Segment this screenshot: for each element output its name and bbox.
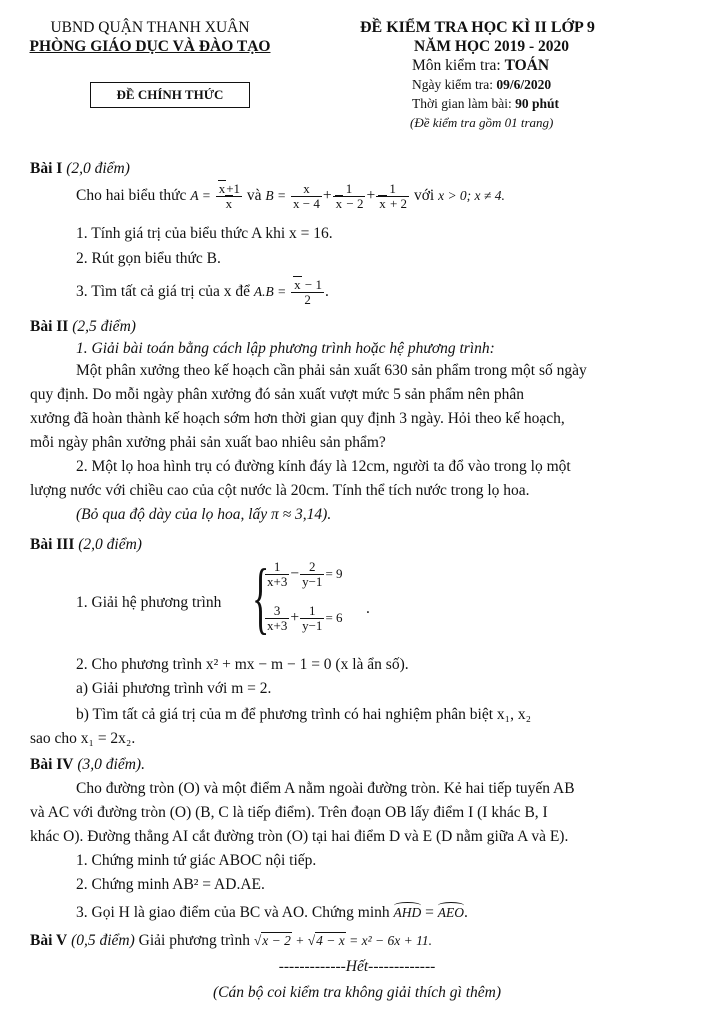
end-marker: -------------Hết------------- xyxy=(278,958,436,975)
subject-line: Môn kiểm tra: TOÁN xyxy=(412,57,550,74)
bai3-q2: 2. Cho phương trình x² + mx − m − 1 = 0 (x là ẩn số). xyxy=(76,656,409,673)
bai2-q2-line1: 2. Một lọ hoa hình trụ có đường kính đáy là 12cm, người ta đổ vào trong lọ một xyxy=(76,458,571,475)
equation-system xyxy=(252,554,362,644)
bai2-q1-title: 1. Giải bài toán bằng cách lập phương trình hoặc hệ phương trình: xyxy=(76,340,495,357)
bai4-q1: 1. Chứng minh tứ giác ABOC nội tiếp. xyxy=(76,852,317,869)
bai3-qb-line2: sao cho x₁ = 2x₂. xyxy=(30,730,136,747)
bai1-q2: 2. Rút gọn biểu thức B. xyxy=(76,250,221,267)
bai1-intro: Cho hai biểu thức A = $\frac{x+1}{x}$ và B = $\frac{x}{x - 4}$ + $\frac{1}{x - 2}$ + $\frac{1}{x + 2}$ với x > 0; x ≠ 4. xyxy=(76,181,505,211)
time-line: Thời gian làm bài: 90 phút xyxy=(412,96,560,111)
pages-note: (Đề kiểm tra gồm 01 trang) xyxy=(410,115,554,130)
bai4-heading: Bài IV (3,0 điểm). xyxy=(30,756,145,773)
bai2-q1-line3: xưởng đã hoàn thành kế hoạch sớm hơn thời gian quy định 3 ngày. Hỏi theo kế hoạch, xyxy=(30,410,565,427)
bai4-q3: 3. Gọi H là giao điểm của BC và AO. Chứng minh AHD = AEO. xyxy=(76,904,468,921)
exam-title: ĐỀ KIỂM TRA HỌC KÌ II LỚP 9 xyxy=(360,19,595,36)
system-equation-1: $\frac{1}{x+3}$ − $\frac{2}{y-1}$ = 9 xyxy=(267,559,343,589)
bai2-q1-line4: mỗi ngày phân xưởng phải sản xuất bao nhiêu sản phẩm? xyxy=(30,434,386,451)
bai1-heading: Bài I (2,0 điểm) xyxy=(30,160,130,177)
bai4-q2: 2. Chứng minh AB² = AD.AE. xyxy=(76,876,265,893)
system-equation-2: $\frac{3}{x+3}$ + $\frac{1}{y-1}$ = 6 xyxy=(267,603,343,633)
bai2-q1-line1: Một phân xưởng theo kế hoạch cần phải sản xuất 630 sản phẩm trong một số ngày xyxy=(76,362,587,379)
bai1-q3: 3. Tìm tất cả giá trị của x để A.B = $\frac{x - 1}{2}$ . xyxy=(76,277,329,307)
bai2-heading: Bài II (2,5 điểm) xyxy=(30,318,136,335)
bai5-equation: √x − 2 + √4 − x = x² − 6x + 11. xyxy=(253,933,432,948)
date-line: Ngày kiểm tra: 09/6/2020 xyxy=(412,77,552,92)
header-right xyxy=(360,18,660,132)
district-name: UBND QUẬN THANH XUÂN xyxy=(50,19,250,36)
fraction-b1: $\frac{x}{x - 4}$ xyxy=(293,181,320,211)
bai2-q2-note: (Bỏ qua độ dày của lọ hoa, lấy π ≈ 3,14). xyxy=(76,506,332,523)
header-left xyxy=(20,18,280,56)
official-exam-box: ĐỀ CHÍNH THỨC xyxy=(90,82,250,108)
fraction-ab: $\frac{x - 1}{2}$ xyxy=(291,278,324,307)
angle-ahd: AHD xyxy=(393,905,422,920)
bai3-q1: 1. Giải hệ phương trình xyxy=(76,594,222,611)
bai3-qb-line1: b) Tìm tất cả giá trị của m để phương trình có hai nghiệm phân biệt x₁, x₂ xyxy=(76,706,531,723)
fraction-b3: $\frac{1}{x + 2}$ xyxy=(376,182,409,211)
bai3-heading: Bài III (2,0 điểm) xyxy=(30,536,142,553)
bai2-q1-line2: quy định. Do mỗi ngày phân xưởng đó sản xuất vượt mức 5 sản phẩm nên phân xyxy=(30,386,525,403)
bai1-q1: 1. Tính giá trị của biểu thức A khi x = 16. xyxy=(76,225,333,242)
bai4-line3: khác O). Đường thẳng AI cắt đường tròn (O) tại hai điểm D và E (D nằm giữa A và E). xyxy=(30,828,569,845)
school-year: NĂM HỌC 2019 - 2020 xyxy=(414,38,569,55)
fraction-b2: $\frac{1}{x - 2}$ xyxy=(333,182,366,211)
fraction-a: $\frac{x+1}{x}$ xyxy=(216,182,242,211)
bai5-line: Bài V (0,5 điểm) Giải phương trình √x − 2 + √4 − x = x² − 6x + 11. xyxy=(30,932,432,949)
system-period: . xyxy=(366,600,370,617)
department-name: PHÒNG GIÁO DỤC VÀ ĐÀO TẠO xyxy=(29,38,271,55)
footer-note: (Cán bộ coi kiểm tra không giải thích gì thêm) xyxy=(213,984,501,1001)
angle-aeo: AEO xyxy=(437,905,465,920)
bai2-q2-line2: lượng nước với chiều cao của cột nước là 20cm. Tính thể tích nước trong lọ hoa. xyxy=(30,482,530,499)
bai4-line1: Cho đường tròn (O) và một điểm A nằm ngoài đường tròn. Kẻ hai tiếp tuyến AB xyxy=(76,780,575,797)
bai4-line2: và AC với đường tròn (O) (B, C là tiếp điểm). Trên đoạn OB lấy điểm I (I khác B, I xyxy=(30,804,548,821)
brace-symbol: { xyxy=(252,554,270,642)
bai3-qa: a) Giải phương trình với m = 2. xyxy=(76,680,272,697)
